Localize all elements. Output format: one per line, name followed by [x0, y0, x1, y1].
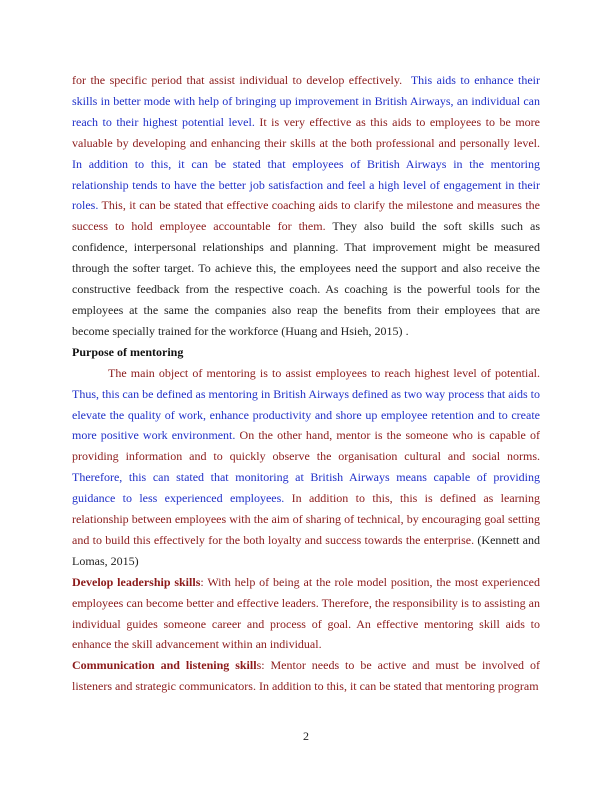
sentence: On the other hand, mentor is the someone who is capable of providing information and to quickly observe the organisation cultural and social norms.	[72, 428, 540, 464]
section-heading-purpose: Purpose of mentoring	[72, 344, 184, 359]
sentence: for the specific period that assist individual to develop effectively.	[72, 73, 403, 87]
sentence-end: .	[402, 323, 409, 338]
page-content	[72, 70, 540, 697]
citation: (Kennett and Lomas, 2015)	[72, 532, 541, 568]
sentence: This aids to enhance their skills in better mode with help of bringing up improvement in British Airways, an individual can reach to their highest potential level.	[72, 73, 540, 129]
sentence: It is very effective as this aids to employees to be more valuable by developing and enhancing their skills at the both professional and personally level.	[72, 114, 540, 150]
sentence: In addition to this, it can be stated that employees of British Airways in the mentoring relationship tends to have the better job satisfaction and feel a high level of engagement in their roles.	[72, 156, 540, 213]
paragraph-text: s: Mentor needs to be active and must be involved of listeners and strategic communicators. In addition to this, it can be stated that mentoring program	[72, 658, 540, 694]
sentence: Thus, this can be defined as mentoring in British Airways defined as two way process that aids to elevate the quality of work, enhance productivity and shore up employee retention and to create more positive work environment.	[72, 386, 540, 443]
paragraph-coaching-benefits	[72, 70, 540, 342]
paragraph-communication	[72, 655, 540, 697]
citation: (Huang and Hsieh, 2015)	[281, 323, 403, 338]
paragraph-leadership	[72, 572, 540, 656]
sentence: Therefore, this can stated that monitoring at British Airways means capable of providing guidance to less experienced employees.	[72, 470, 540, 506]
page-number: 2	[303, 729, 309, 743]
inline-heading-communication: Communication and listening skill	[72, 658, 257, 673]
inline-heading-leadership: Develop leadership skills	[72, 574, 201, 589]
paragraph-text: : With help of being at the role model position, the most experienced employees can become better and effective leaders. Therefore, the responsibility is to assisting an individual guides someone career and process of goal. An effective mentoring skill aids to enhance the skill advancement within an individual.	[72, 574, 540, 652]
sentence: This, it can be stated that effective coaching aids to clarify the milestone and measures the success to hold employee accountable for them.	[72, 198, 540, 234]
paragraph-purpose	[72, 363, 540, 572]
sentence: The main object of mentoring is to assist employees to reach highest level of potential.	[108, 365, 540, 380]
sentence: They also build the soft skills such as confidence, interpersonal relationships and planning. That improvement might be measured through the softer target. To achieve this, the employees need the support and also receive the constructive feedback from the respective coach. As coaching is the powerful tools for the employees at the same the companies also reap the benefits from their employees that are become specially trained for the workforce	[72, 219, 540, 338]
sentence: In addition to this, this is defined as learning relationship between employees with the aim of sharing of technical, by encouraging goal setting and to build this effectively for the both loyalty and success towards the enterprise.	[72, 491, 540, 547]
